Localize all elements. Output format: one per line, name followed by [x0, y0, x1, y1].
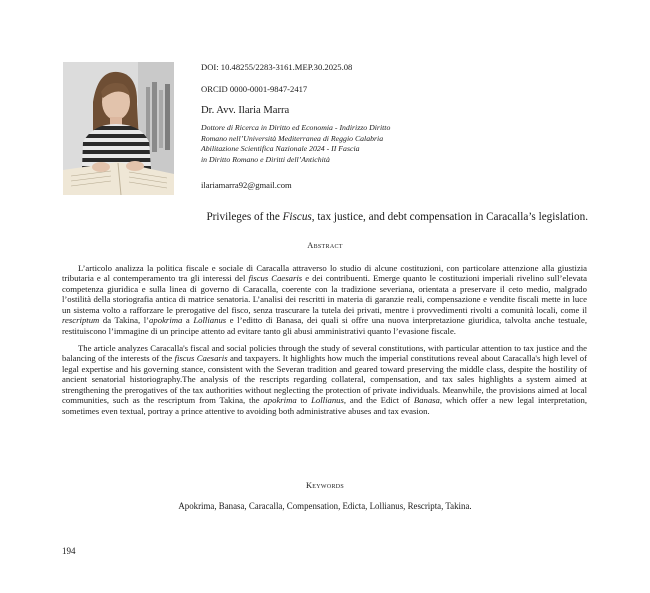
affiliation-line: in Diritto Romano e Diritti dell’Antichità: [201, 154, 330, 164]
text-run: and taxpayers. It highlights how much the imperial constitutions reveal about Caracalla's high level of legal expertise and his governing stance, consistent with the Severan tradition and geared toward preserving the middle class, despite the hostility of ancient senatorial historiography.The analysis of the rescripts regarding collateral, compensation, and tax sales highlights a system aimed at strengthening the prerogatives of the tax authorities without neglecting the protection of private individuals. Meanwhile, the provisions aimed at local communities, such as the rescriptum from Takina, the: [62, 353, 588, 406]
author-name: Dr. Avv. Ilaria Marra: [201, 105, 290, 116]
italic-term: fiscus Caesaris: [174, 353, 228, 364]
author-portrait-image: [63, 62, 174, 195]
italic-term: apokrima: [149, 315, 183, 326]
italic-term: rescriptum: [62, 315, 100, 326]
text-run: a: [182, 315, 194, 326]
abstract-english: [62, 343, 587, 416]
paper-title: [0, 211, 588, 223]
author-email[interactable]: ilariamarra92@gmail.com: [201, 180, 292, 190]
italic-term: Lollianus: [193, 315, 227, 326]
author-affiliation: [201, 123, 390, 165]
affiliation-line: Romano nell’Università Mediterranea di Reggio Calabria: [201, 133, 384, 143]
text-run: to: [296, 395, 312, 406]
italic-term: apokrima: [263, 395, 297, 406]
text-run: , which offer a new legal interpretation, sometimes even textual, portray a prince attentive to avoiding both administrative abuses and tax evasion.: [62, 395, 587, 416]
text-run: The article analyzes Caracalla's fiscal and social policies through the study of several constitutions, with particular attention to tax justice and the balancing of the interests of the: [62, 343, 587, 364]
author-photo: [63, 62, 174, 195]
keywords-heading: Keywords: [305, 481, 345, 490]
italic-term: Lollianus: [311, 395, 344, 406]
abstract-heading: Abstract: [307, 241, 343, 250]
orcid: ORCID 0000-0001-9847-2417: [201, 84, 308, 94]
text-run: e dei contribuenti. Emerge quanto le costituzioni imperiali rivelino sull’elevata competenza giuridica e sulla linea di governo di Caracalla, coerente con la tradizione severiana, orientata a preservare il ceto medio, malgrado l’ostilità della storiografia antica di matrice senatoria. L’analisi dei rescritti in materia di garanzie reali, compensazione e vendite fiscali mette in luce un sistema volto a rafforzare le prerogative del fisco, senza trascurare la tutela dei privati, mentre i provvedimenti rivolti a comunità locali, come il: [62, 273, 587, 315]
text-run: da Takina, l’: [99, 315, 150, 326]
italic-term: fiscus Caesaris: [248, 273, 303, 284]
title-part: , tax justice, and debt compensation in Caracalla’s legislation.: [311, 211, 588, 223]
title-part: Privileges of the: [206, 211, 283, 223]
keywords-list: Apokrima, Banasa, Caracalla, Compensation, Edicta, Lollianus, Rescripta, Takina.: [178, 501, 472, 511]
abstract-italian: [62, 263, 587, 336]
title-italic-part: Fiscus: [282, 211, 312, 223]
page-number: 194: [62, 546, 76, 556]
affiliation-line: Dottore di Ricerca in Diritto ed Economia - Indirizzo Diritto: [201, 123, 391, 132]
doi: DOI: 10.48255/2283-3161.MEP.30.2025.08: [201, 62, 353, 72]
text-run: e l’editto di Banasa, dei quali si offre una nuova interpretazione giuridica, talvolta anche testuale, restituiscono l’immagine di un principe attento ad evitare tanto gli abusi amministrativi quanto l’evasione fiscale.: [62, 315, 587, 336]
text-run: , and the Edict of: [343, 395, 414, 406]
italic-term: Banasa: [413, 395, 440, 406]
text-run: L’articolo analizza la politica fiscale e sociale di Caracalla attraverso lo studio di alcune costituzioni, con particolare attenzione alla giustizia tributaria e al contemperamento tra gli interessi del: [62, 263, 587, 284]
affiliation-line: Abilitazione Scientifica Nazionale 2024 - II Fascia: [201, 144, 360, 153]
